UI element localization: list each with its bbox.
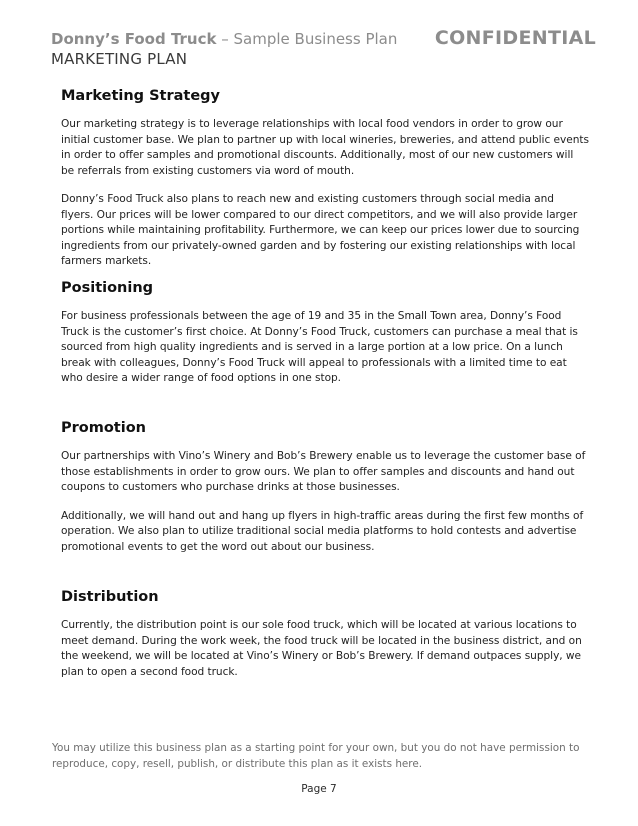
page-header (51, 29, 596, 69)
paragraph: For business professionals between the age of 19 and 35 in the Small Town area, Donny’s Food Truck is the customer’s first choice. At Donny’s Food Truck, customers can purchase a meal that is sourced from high quality ingredients and is served in a large portion at a low price. On a lunch break with colleagues, Donny’s Food Truck will appeal to professionals with a limited time to eat who desire a wider range of food options in one stop. (61, 310, 578, 384)
page-number: Page 7 (301, 783, 337, 795)
section-distribution (61, 587, 589, 693)
paragraph: Additionally, we will hand out and hang up flyers in high-traffic areas during the first few months of operation. We also plan to utilize traditional social media platforms to hold contests and advertise promotional events to get the word out about our business. (61, 509, 584, 553)
section-positioning (61, 278, 589, 400)
section-promotion (61, 418, 589, 568)
section-heading: Distribution (61, 589, 159, 605)
header-separator: – (216, 30, 234, 48)
section-title: MARKETING PLAN (51, 50, 188, 68)
section-heading: Marketing Strategy (61, 88, 221, 104)
document-type: Sample Business Plan (233, 30, 398, 48)
header-title-line (51, 29, 596, 49)
confidential-label: CONFIDENTIAL (434, 27, 596, 49)
paragraph: Currently, the distribution point is our sole food truck, which will be located at various locations to meet demand. During the work week, the food truck will be located in the business district, and on the weekend, we will be located at Vino’s Winery or Bob’s Brewery. If demand outpaces supply, we plan to open a second food truck. (61, 619, 582, 678)
section-heading: Positioning (61, 280, 154, 296)
paragraph: Donny’s Food Truck also plans to reach new and existing customers through social media and flyers. Our prices will be lower compared to our direct competitors, and we will also provide larger portions while maintaining profitability. Furthermore, we can keep our prices lower due to sourcing ingredients from our privately-owned garden and by fostering our existing relationships with local farmers markets. (61, 193, 580, 267)
section-heading: Promotion (61, 420, 146, 436)
footer-disclaimer: You may utilize this business plan as a starting point for your own, but you do not have permission to reproduce, copy, resell, publish, or distribute this plan as it exists here. (52, 742, 580, 770)
company-name: Donny’s Food Truck (51, 30, 217, 48)
section-marketing-strategy (61, 86, 589, 283)
paragraph: Our marketing strategy is to leverage relationships with local food vendors in order to grow our initial customer base. We plan to partner up with local wineries, breweries, and attend public events in order to offer samples and promotional discounts. Additionally, most of our new customers will be referrals from existing customers via word of mouth. (61, 118, 589, 177)
paragraph: Our partnerships with Vino’s Winery and Bob’s Brewery enable us to leverage the customer base of those establishments in order to grow ours. We plan to offer samples and discounts and hand out coupons to customers who purchase drinks at those businesses. (61, 450, 586, 493)
